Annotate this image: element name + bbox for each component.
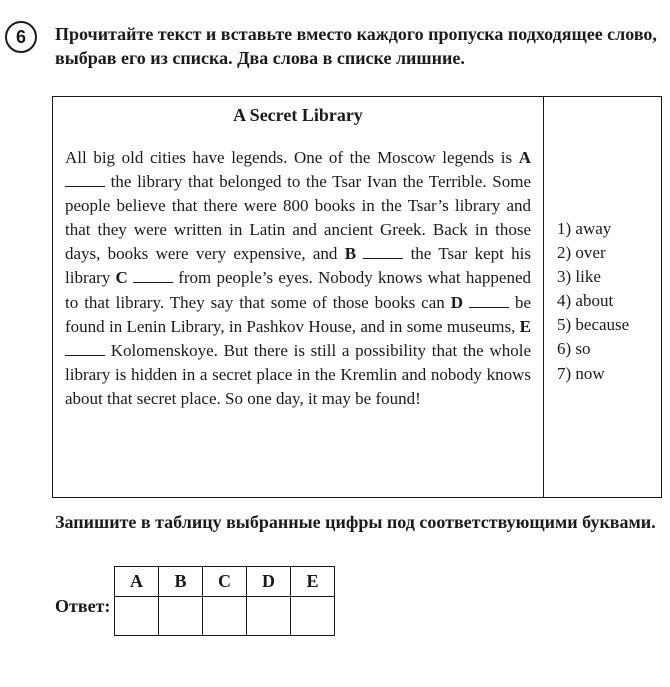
gap-blank — [133, 270, 173, 283]
passage-text — [65, 146, 531, 411]
answer-cell-d[interactable] — [247, 597, 291, 636]
answer-cell-c[interactable] — [203, 597, 247, 636]
passage-segment: from people’s eyes. Nobody knows what happened to that library. They say that some of those books can — [65, 268, 531, 312]
answer-cell-a[interactable] — [115, 597, 159, 636]
answer-cell-e[interactable] — [291, 597, 335, 636]
word-option: 1) away — [557, 219, 612, 238]
gap-letter: D — [450, 292, 464, 312]
answer-header-row — [115, 567, 335, 597]
answer-column-c: C — [203, 567, 247, 597]
answer-label: Ответ: — [55, 596, 111, 616]
gap-b — [345, 244, 404, 263]
answer-table — [114, 566, 335, 636]
answer-instruction: Запишите в таблицу выбранные цифры под соответствующими буквами. — [55, 512, 656, 532]
answer-column-d: D — [247, 567, 291, 597]
answer-column-e: E — [291, 567, 335, 597]
task-instruction: Прочитайте текст и вставьте вместо каждого пропуска подходящее слово, выбрав его из списка. Два слова в списке лишние. — [55, 24, 657, 68]
passage-column — [53, 97, 544, 497]
passage-frame — [52, 96, 662, 498]
gap-blank — [65, 174, 105, 187]
answer-column-a: A — [115, 567, 159, 597]
gap-d — [451, 293, 509, 312]
word-options-list — [544, 97, 661, 497]
passage-segment: the Tsar kept his library — [65, 244, 531, 288]
answer-column-b: B — [159, 567, 203, 597]
gap-letter: C — [115, 268, 128, 288]
word-option: 3) like — [557, 267, 601, 287]
passage-title: A Secret Library — [233, 105, 363, 125]
word-option: 7) now — [557, 363, 605, 383]
word-option: 6) so — [557, 339, 591, 359]
gap-blank — [469, 295, 509, 308]
gap-blank — [363, 246, 403, 259]
word-option: 5) because — [557, 315, 630, 335]
task-number-badge: 6 — [5, 21, 37, 53]
gap-letter: A — [518, 148, 531, 167]
word-option: 2) over — [557, 243, 606, 263]
gap-letter: B — [344, 244, 357, 264]
passage-segment: All big old cities have legends. One of the Moscow legends is — [65, 148, 519, 167]
gap-letter: E — [519, 316, 531, 336]
gap-blank — [65, 343, 105, 356]
answer-cell-b[interactable] — [159, 597, 203, 636]
gap-c — [116, 268, 174, 287]
passage-segment: Kolomenskoye. But there is still a possibility that the whole library is hidden in a secret place in the Kremlin and nobody knows about that secret place. So one day, it may be found! — [65, 340, 531, 408]
passage-segment: be found in Lenin Library, in Pashkov House, and in some museums, — [65, 292, 531, 336]
answer-value-row — [115, 597, 335, 636]
word-option: 4) about — [557, 291, 614, 311]
passage-segment: the library that belonged to the Tsar Ivan the Terrible. Some people believe that there were 800 books in the Tsar’s library and that they were written in Latin and ancient Greek. Back in those days, books were very expensive, and — [65, 172, 531, 264]
